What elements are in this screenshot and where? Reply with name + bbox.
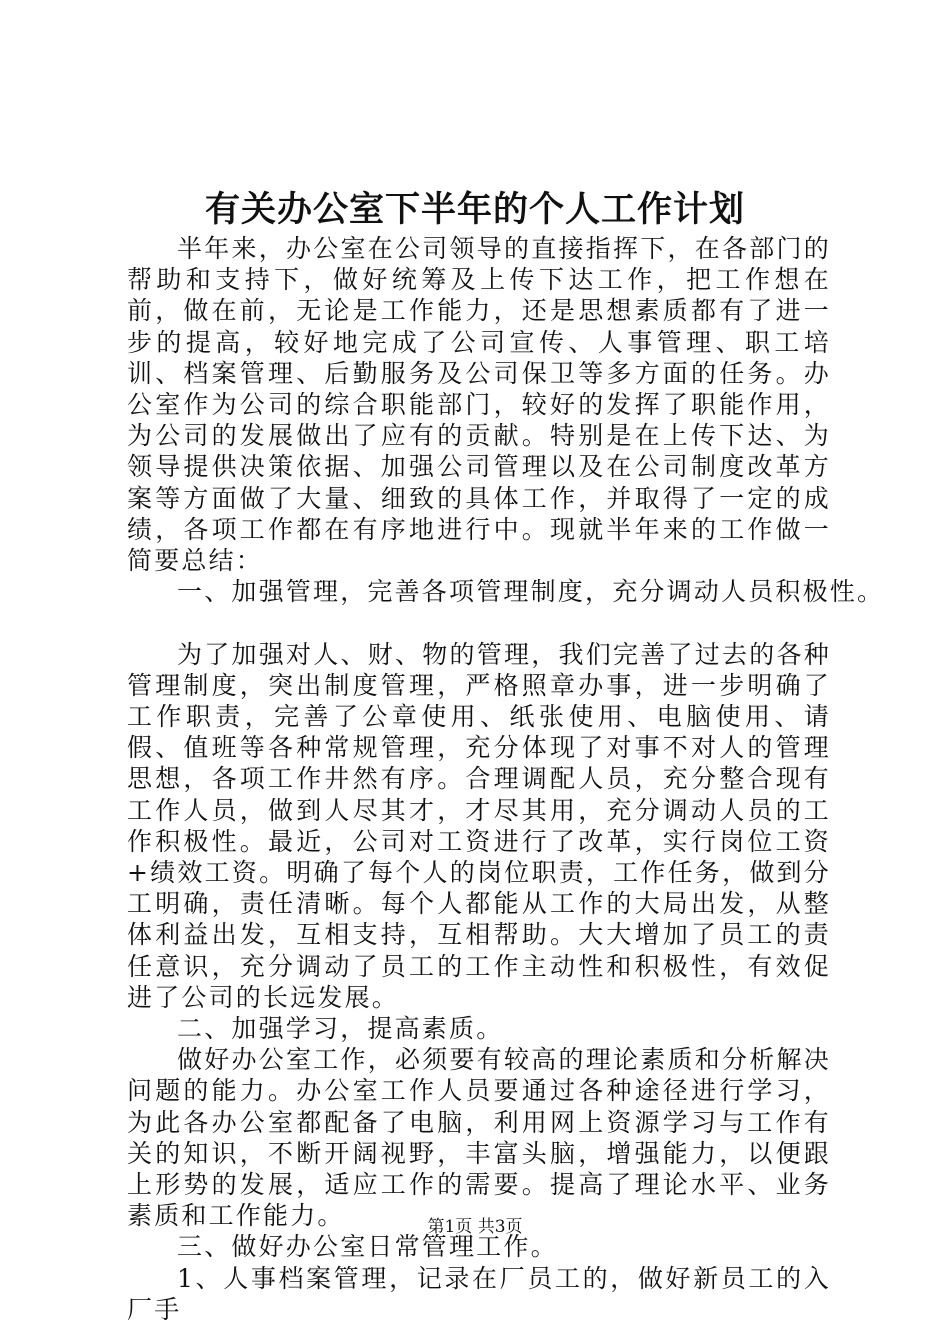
document-body: [127, 233, 885, 1325]
section-heading-1: 一、加强管理，完善各项管理制度，充分调动人员积极性。: [177, 577, 885, 607]
paragraph-management: 为了加强对人、财、物的管理，我们完善了过去的各种管理制度，突出制度管理，严格照章办事，进一步明确了工作职责，完善了公章使用、纸张使用、电脑使用、请假、值班等各种常规管理，充分体现了对事不对人的管理思想，各项工作井然有序。合理调配人员，充分整合现有工作人员，做到人尽其才，才尽其用，充分调动人员的工作积极性。最近，公司对工资进行了改革，实行岗位工资+绩效工资。明确了每个人的岗位职责，工作任务，做到分工明确，责任清晰。每个人都能从工作的大局出发，从整体利益出发，互相支持，互相帮助。大大增加了员工的责任意识，充分调动了员工的工作主动性和积极性，有效促进了公司的长远发展。: [127, 639, 831, 1012]
page-footer: 第1页 共3页: [427, 1217, 523, 1237]
section-heading-3: 三、做好办公室日常管理工作。: [177, 1232, 558, 1262]
paragraph-personnel: 1、人事档案管理，记录在厂员工的，做好新员工的入厂手: [127, 1263, 831, 1324]
paragraph-intro: 半年来，办公室在公司领导的直接指挥下，在各部门的帮助和支持下，做好统筹及上传下达工作，把工作想在前，做在前，无论是工作能力，还是思想素质都有了进一步的提高，较好地完成了公司宣传、人事管理、职工培训、档案管理、后勤服务及公司保卫等多方面的任务。办公室作为公司的综合职能部门，较好的发挥了职能作用，为公司的发展做出了应有的贡献。特别是在上传下达、为领导提供决策依据、加强公司管理以及在公司制度改革方案等方面做了大量、细致的具体工作，并取得了一定的成绩，各项工作都在有序地进行中。现就半年来的工作做一简要总结：: [127, 234, 831, 576]
paragraph-study: 做好办公室工作，必须要有较高的理论素质和分析解决问题的能力。办公室工作人员要通过各种途径进行学习，为此各办公室都配备了电脑，利用网上资源学习与工作有关的知识，不断开阔视野，丰富头脑，增强能力，以便跟上形势的发展，适应工作的需要。提高了理论水平、业务素质和工作能力。: [127, 1045, 831, 1231]
section-heading-2: 二、加强学习，提高素质。: [177, 1014, 504, 1044]
document-title: 有关办公室下半年的个人工作计划: [204, 189, 745, 230]
